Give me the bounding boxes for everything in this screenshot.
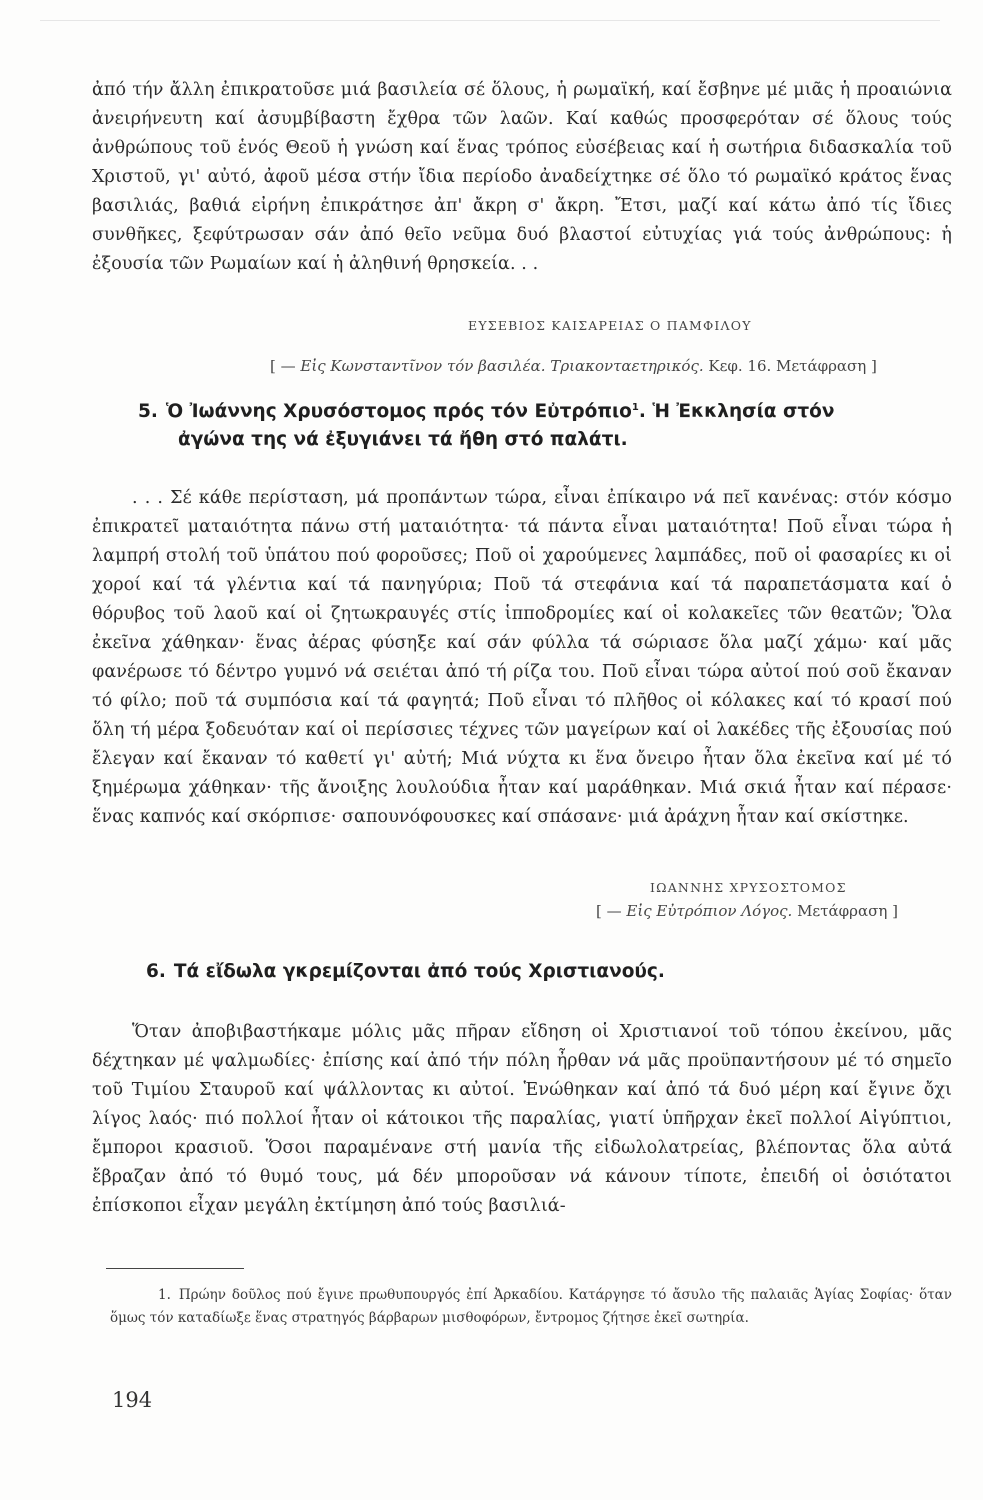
intro-author: ΕΥΣΕΒΙΟΣ ΚΑΙΣΑΡΕΙΑΣ Ο ΠΑΜΦΙΛΟΥ — [468, 318, 752, 333]
section5-citation — [596, 902, 898, 920]
intro-citation-rest: Κεφ. 16. Μετάφραση ] — [703, 357, 877, 375]
intro-citation-open: [ — — [270, 357, 301, 375]
intro-section — [92, 76, 952, 279]
section6-body — [92, 1018, 952, 1221]
section6-number: 6. — [146, 961, 166, 982]
section5-heading-line1 — [138, 398, 958, 426]
footnote — [110, 1284, 952, 1330]
section6-paragraph: Ὅταν ἀποβιβαστήκαμε μόλις μᾶς πῆραν εἴδηση οἱ Χριστιανοί τοῦ τόπου ἐκείνου, μᾶς δέχτηκαν μέ ψαλμωδίες· ἐπίσης καί ἀπό τήν πόλη ἦρθαν νά μᾶς προϋπαντήσουν μέ τό σημεῖο τοῦ Τιμίου Σταυροῦ καί ψάλλοντας κι αὐτοί. Ἑνώθηκαν καί ἀπό τά δυό μέρη καί ἔγινε ὄχι λίγος λαός· πιό πολλοί ἦταν οἱ κάτοικοι τῆς παραλίας, γιατί ὑπῆρχαν ἐκεῖ πολλοί Αἰγύπτιοι, ἔμποροι κρασιοῦ. Ὅσοι παραμένανε στή μανία τῆς εἰδωλολατρείας, βλέποντας ὅλα αὐτά ἔβραζαν ἀπό τό θυμό τους, μά δέν μποροῦσαν νά κάνουν τίποτε, ἐπειδή οἱ ὁσιότατοι ἐπίσκοποι εἶχαν μεγάλη ἐκτίμηση ἀπό τούς βασιλιά- — [92, 1022, 952, 1216]
footnote-number: 1. — [158, 1287, 171, 1303]
footnote-text: Πρώην δοῦλος πού ἔγινε πρωθυπουργός ἐπί Ἀρκαδίου. Κατάργησε τό ἄσυλο τῆς παλαιᾶς Ἁγίας Σοφίας· ὅταν ὅμως τόν καταδίωξε ἕνας στρατηγός βάρβαρων μισθοφόρων, ἔντρομος ζήτησε ἐκεῖ σωτηρία. — [110, 1287, 952, 1326]
section5-number: 5. — [138, 401, 158, 422]
section5-paragraph: . . . Σέ κάθε περίσταση, μά προπάντων τώρα, εἶναι ἐπίκαιρο νά πεῖ κανένας: στόν κόσμο ἐπικρατεῖ ματαιότητα πάνω στή ματαιότητα· τά πάντα εἶναι ματαιότητα! Ποῦ εἶναι τώρα ἡ λαμπρή στολή τοῦ ὑπάτου πού φοροῦσες; Ποῦ οἱ χαρούμενες λαμπάδες, ποῦ οἱ φασαρίες κι οἱ χοροί καί τά γλέντια καί τά πανηγύρια; Ποῦ τά στεφάνια καί τά παραπετάσματα καί ὁ θόρυβος τοῦ λαοῦ καί οἱ ζητωκραυγές στίς ἱπποδρομίες καί οἱ κολακεῖες τῶν θεατῶν; Ὅλα ἐκεῖνα χάθηκαν· ἕνας ἀέρας φύσηξε καί σάν φύλλα τά σώριασε ὅλα μαζί χάμω· καί μᾶς φανέρωσε τό δέντρο γυμνό νά σειέται ἀπό τή ρίζα του. Ποῦ εἶναι τώρα αὐτοί πού σοῦ ἔκαναν τό φίλο; ποῦ τά συμπόσια καί τά φαγητά; Ποῦ εἶναι τό πλῆθος οἱ κόλακες καί τό κρασί πού ὅλη τή μέρα ξοδευόταν καί οἱ περίσσιες τέχνες τῶν μαγείρων καί οἱ λακέδες τῆς ἐξουσίας πού ἔλεγαν καί ἔκαναν τό καθετί γι' αὐτή; Μιά νύχτα κι ἕνα ὄνειρο ἦταν ὅλα ἐκεῖνα καί μέ τό ξημέρωμα χάθηκαν· τῆς ἄνοιξης λουλούδια ἦταν καί μαράθηκαν. Μιά σκιά ἦταν καί πέρασε· ἕνας καπνός καί σκόρπισε· σαπουνόφουσκες καί σπάσανε· μιά ἀράχνη ἦταν καί σκίστηκε. — [92, 488, 952, 827]
intro-citation — [270, 357, 877, 375]
footnote-ref: 1 — [631, 401, 639, 413]
section5-title-line1: Ὁ Ἰωάννης Χρυσόστομος πρός τόν Εὐτρόπιο — [165, 401, 632, 422]
section5-citation-work: Εἰς Εὐτρόπιον Λόγος. — [626, 902, 793, 920]
section5-heading — [138, 398, 958, 454]
section5-title-line1-end: . Ἡ Ἐκκλησία στόν — [638, 401, 835, 422]
section5-author: ΙΩΑΝΝΗΣ ΧΡΥΣΟΣΤΟΜΟΣ — [650, 880, 847, 895]
section5-body — [92, 484, 952, 832]
page-number: 194 — [112, 1388, 153, 1412]
section6-heading — [146, 958, 956, 986]
section5-citation-open: [ — — [596, 902, 627, 920]
section5-title-line2: ἀγώνα της νά ἐξυγιάνει τά ἤθη στό παλάτι. — [178, 429, 628, 450]
intro-citation-work: Εἰς Κωνσταντῖνον τόν βασιλέα. Τριακονταετηρικός. — [300, 357, 704, 375]
top-edge-line — [40, 20, 940, 21]
intro-paragraph: ἀπό τήν ἄλλη ἐπικρατοῦσε μιά βασιλεία σέ ὅλους, ἡ ρωμαϊκή, καί ἔσβηνε μέ μιᾶς ἡ προαιώνια ἀνειρήνευτη καί ἀσυμβίβαστη ἔχθρα τῶν λαῶν. Καί καθώς προσφερόταν σέ ὅλους τούς ἀνθρώπους τοῦ ἑνός Θεοῦ ἡ γνώση καί ἕνας τρόπος εὐσέβειας καί ἡ σωτήρια διδασκαλία τοῦ Χριστοῦ, γι' αὐτό, ἀφοῦ μέσα στήν ἴδια περίοδο ἀναδείχτηκε σέ ὅλο τό ρωμαϊκό κράτος ἕνας βασιλιάς, βαθιά εἰρήνη ἐπικράτησε ἀπ' ἄκρη σ' ἄκρη. Ἔτσι, μαζί καί κάτω ἀπό τίς ἴδιες συνθῆκες, ξεφύτρωσαν σάν ἀπό θεῖο νεῦμα δυό βλαστοί εὐτυχίας γιά τούς ἀνθρώπους: ἡ ἐξουσία τῶν Ρωμαίων καί ἡ ἀληθινή θρησκεία. . . — [92, 80, 952, 274]
section6-title: Τά εἴδωλα γκρεμίζονται ἀπό τούς Χριστιανούς. — [173, 961, 665, 982]
footnote-separator — [106, 1268, 244, 1269]
section5-citation-rest: Μετάφραση ] — [792, 902, 898, 920]
